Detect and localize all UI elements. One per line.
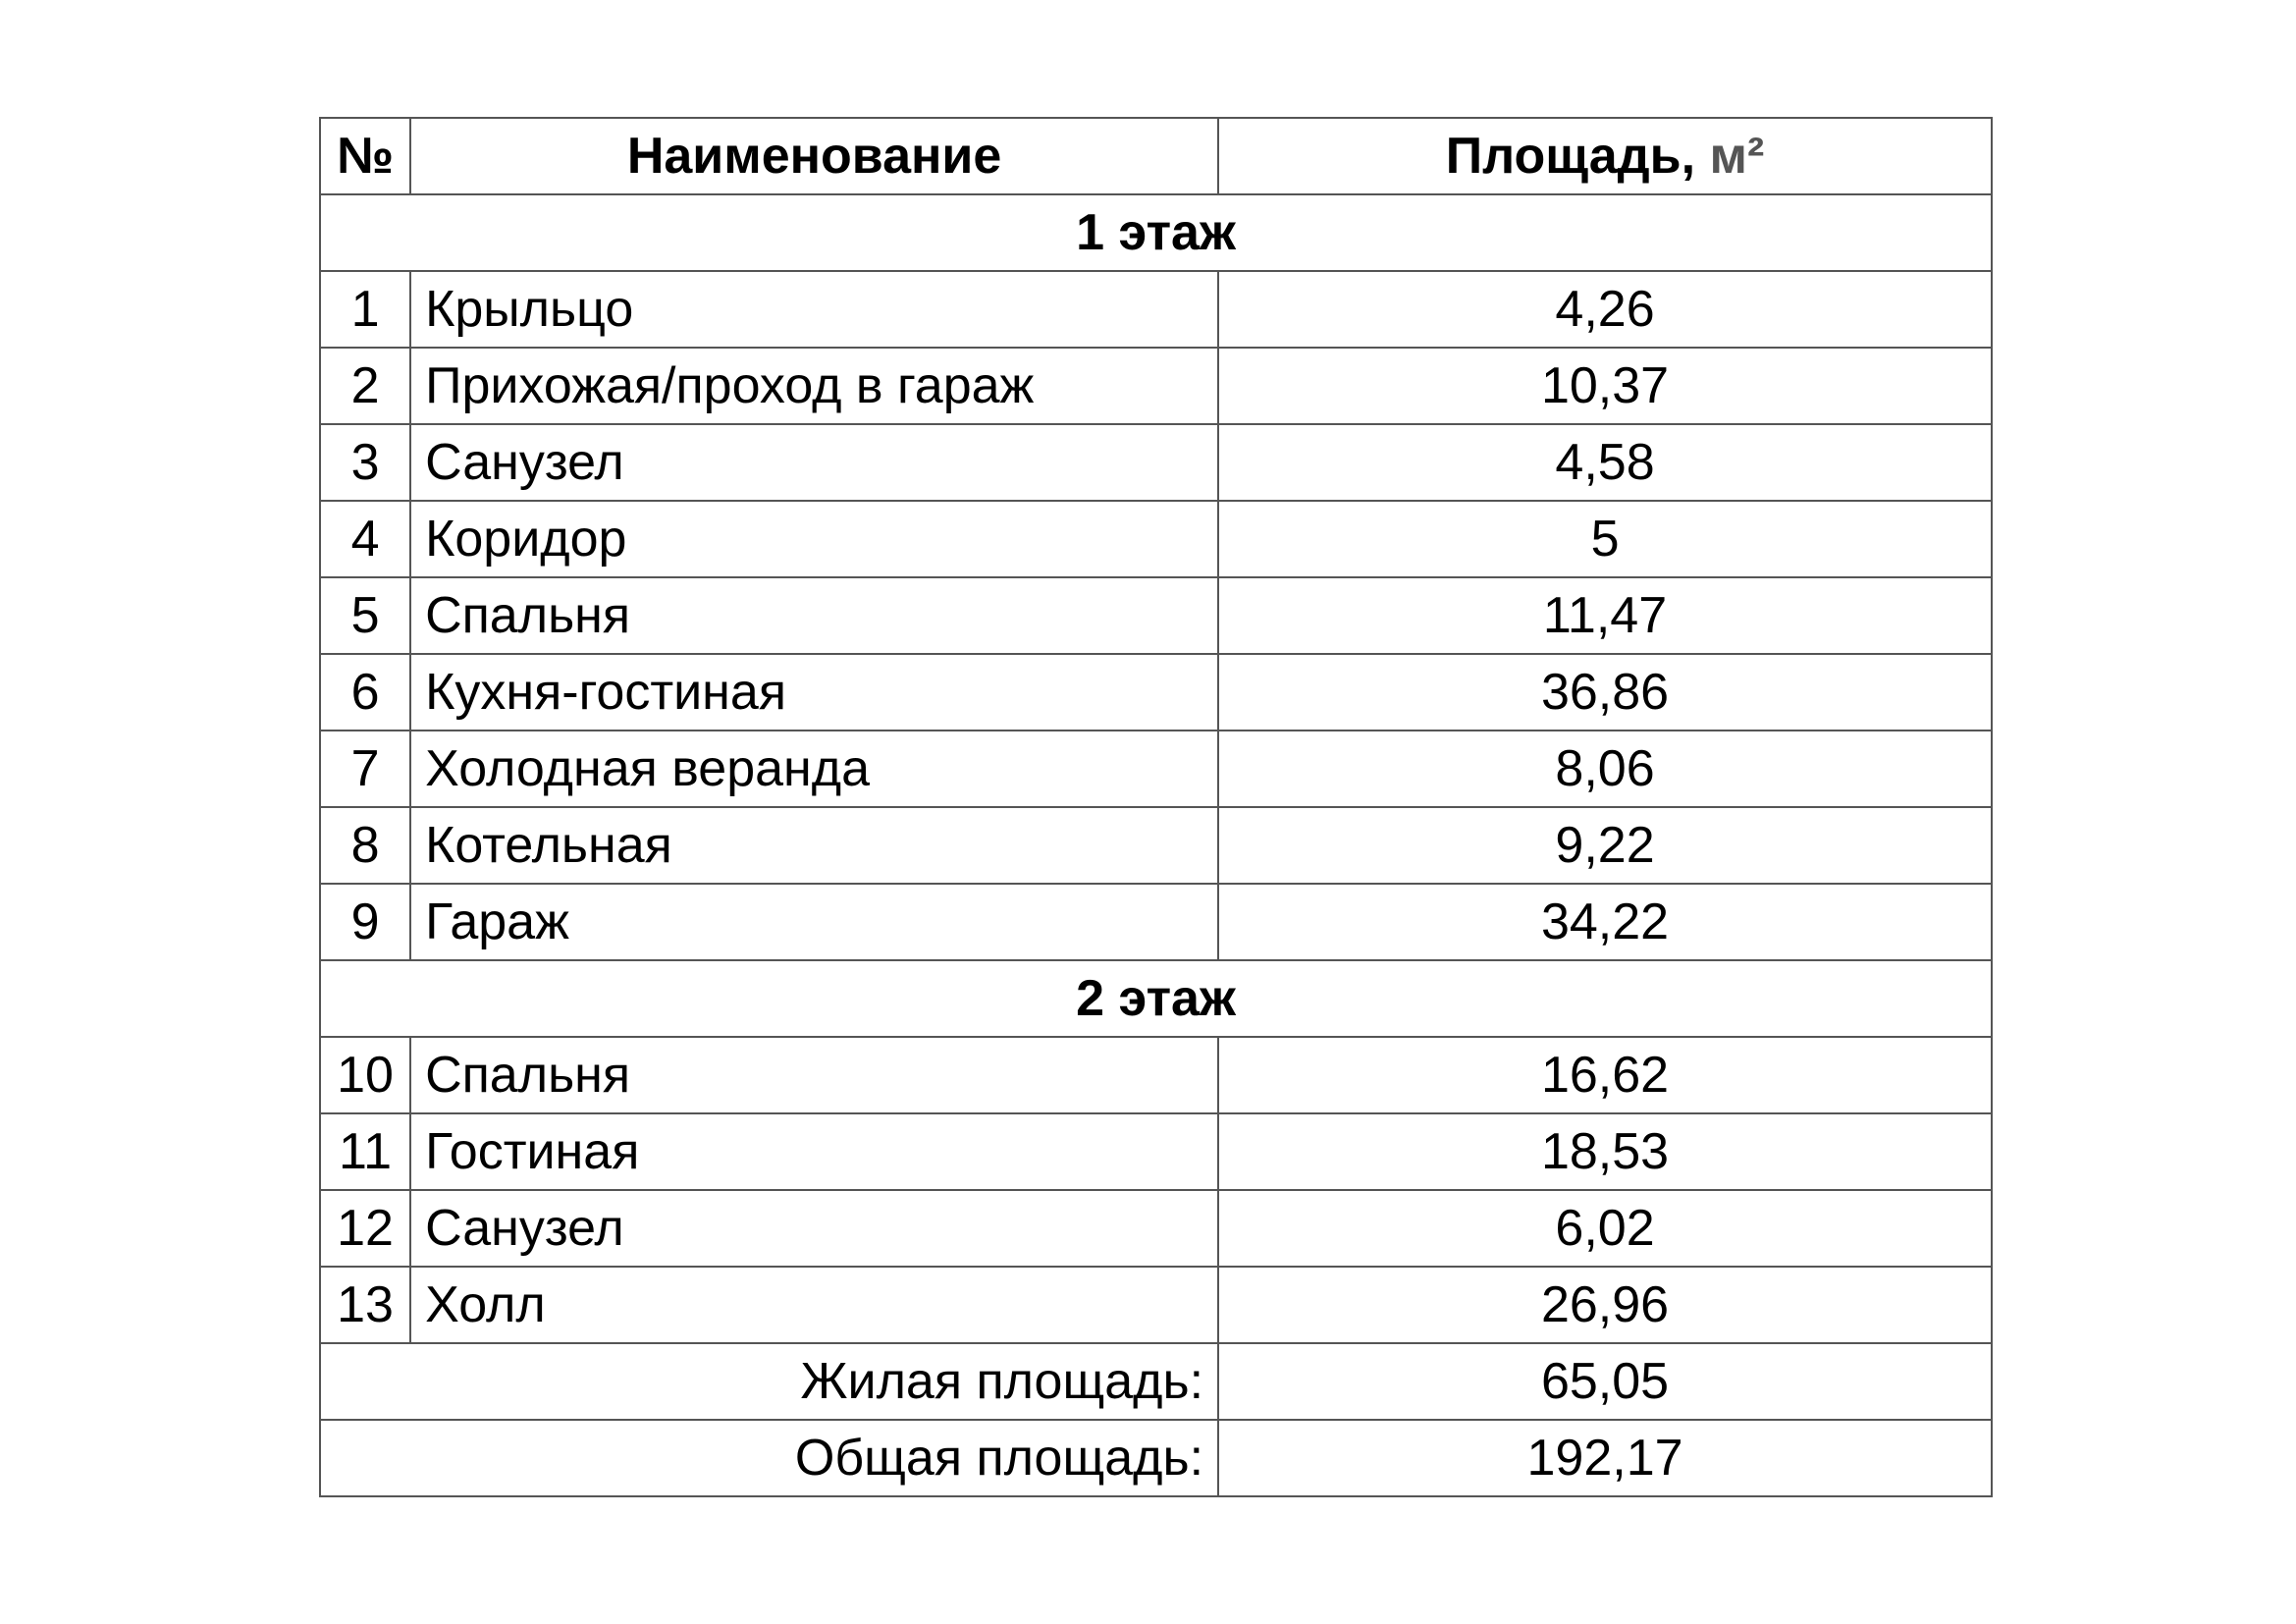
room-name: Крыльцо <box>410 271 1218 348</box>
room-area: 16,62 <box>1218 1037 1992 1113</box>
table-row <box>320 271 1992 348</box>
table-row <box>320 1037 1992 1113</box>
room-number: 1 <box>320 271 410 348</box>
total-area-label: Общая площадь: <box>320 1420 1218 1496</box>
table-row <box>320 501 1992 577</box>
floor-row <box>320 194 1992 271</box>
room-area: 9,22 <box>1218 807 1992 884</box>
room-area: 8,06 <box>1218 731 1992 807</box>
floor-row <box>320 960 1992 1037</box>
header-area <box>1218 118 1992 194</box>
room-area: 4,58 <box>1218 424 1992 501</box>
room-area: 26,96 <box>1218 1267 1992 1343</box>
header-area-label: Площадь, <box>1445 128 1696 185</box>
room-name: Холл <box>410 1267 1218 1343</box>
room-name: Прихожая/проход в гараж <box>410 348 1218 424</box>
table-row <box>320 348 1992 424</box>
floor-title: 2 этаж <box>320 960 1992 1037</box>
total-row-total-area <box>320 1420 1992 1496</box>
room-number: 12 <box>320 1190 410 1267</box>
room-number: 7 <box>320 731 410 807</box>
room-area: 18,53 <box>1218 1113 1992 1190</box>
living-area-label: Жилая площадь: <box>320 1343 1218 1420</box>
room-number: 4 <box>320 501 410 577</box>
room-name: Кухня-гостиная <box>410 654 1218 731</box>
room-number: 5 <box>320 577 410 654</box>
total-area-value: 192,17 <box>1218 1420 1992 1496</box>
room-name: Спальня <box>410 577 1218 654</box>
table-row <box>320 731 1992 807</box>
room-area: 10,37 <box>1218 348 1992 424</box>
room-name: Гараж <box>410 884 1218 960</box>
room-number: 6 <box>320 654 410 731</box>
room-area: 4,26 <box>1218 271 1992 348</box>
floor-title: 1 этаж <box>320 194 1992 271</box>
table-row <box>320 424 1992 501</box>
room-area: 36,86 <box>1218 654 1992 731</box>
room-name: Гостиная <box>410 1113 1218 1190</box>
table-row <box>320 1113 1992 1190</box>
room-number: 11 <box>320 1113 410 1190</box>
room-area: 5 <box>1218 501 1992 577</box>
room-number: 10 <box>320 1037 410 1113</box>
living-area-value: 65,05 <box>1218 1343 1992 1420</box>
room-area: 6,02 <box>1218 1190 1992 1267</box>
table-row <box>320 1267 1992 1343</box>
room-area: 34,22 <box>1218 884 1992 960</box>
room-number: 8 <box>320 807 410 884</box>
room-number: 13 <box>320 1267 410 1343</box>
header-name: Наименование <box>410 118 1218 194</box>
room-name: Котельная <box>410 807 1218 884</box>
table-row <box>320 884 1992 960</box>
header-area-unit: м² <box>1709 128 1765 185</box>
room-name: Спальня <box>410 1037 1218 1113</box>
table-row <box>320 654 1992 731</box>
total-row-living-area <box>320 1343 1992 1420</box>
table-row <box>320 1190 1992 1267</box>
room-name: Холодная веранда <box>410 731 1218 807</box>
room-name: Коридор <box>410 501 1218 577</box>
header-number: № <box>320 118 410 194</box>
table-body <box>320 194 1992 1496</box>
room-area-table <box>319 117 1993 1497</box>
room-number: 2 <box>320 348 410 424</box>
room-number: 9 <box>320 884 410 960</box>
table-row <box>320 807 1992 884</box>
header-row <box>320 118 1992 194</box>
room-area: 11,47 <box>1218 577 1992 654</box>
room-number: 3 <box>320 424 410 501</box>
table-row <box>320 577 1992 654</box>
room-name: Санузел <box>410 424 1218 501</box>
room-name: Санузел <box>410 1190 1218 1267</box>
